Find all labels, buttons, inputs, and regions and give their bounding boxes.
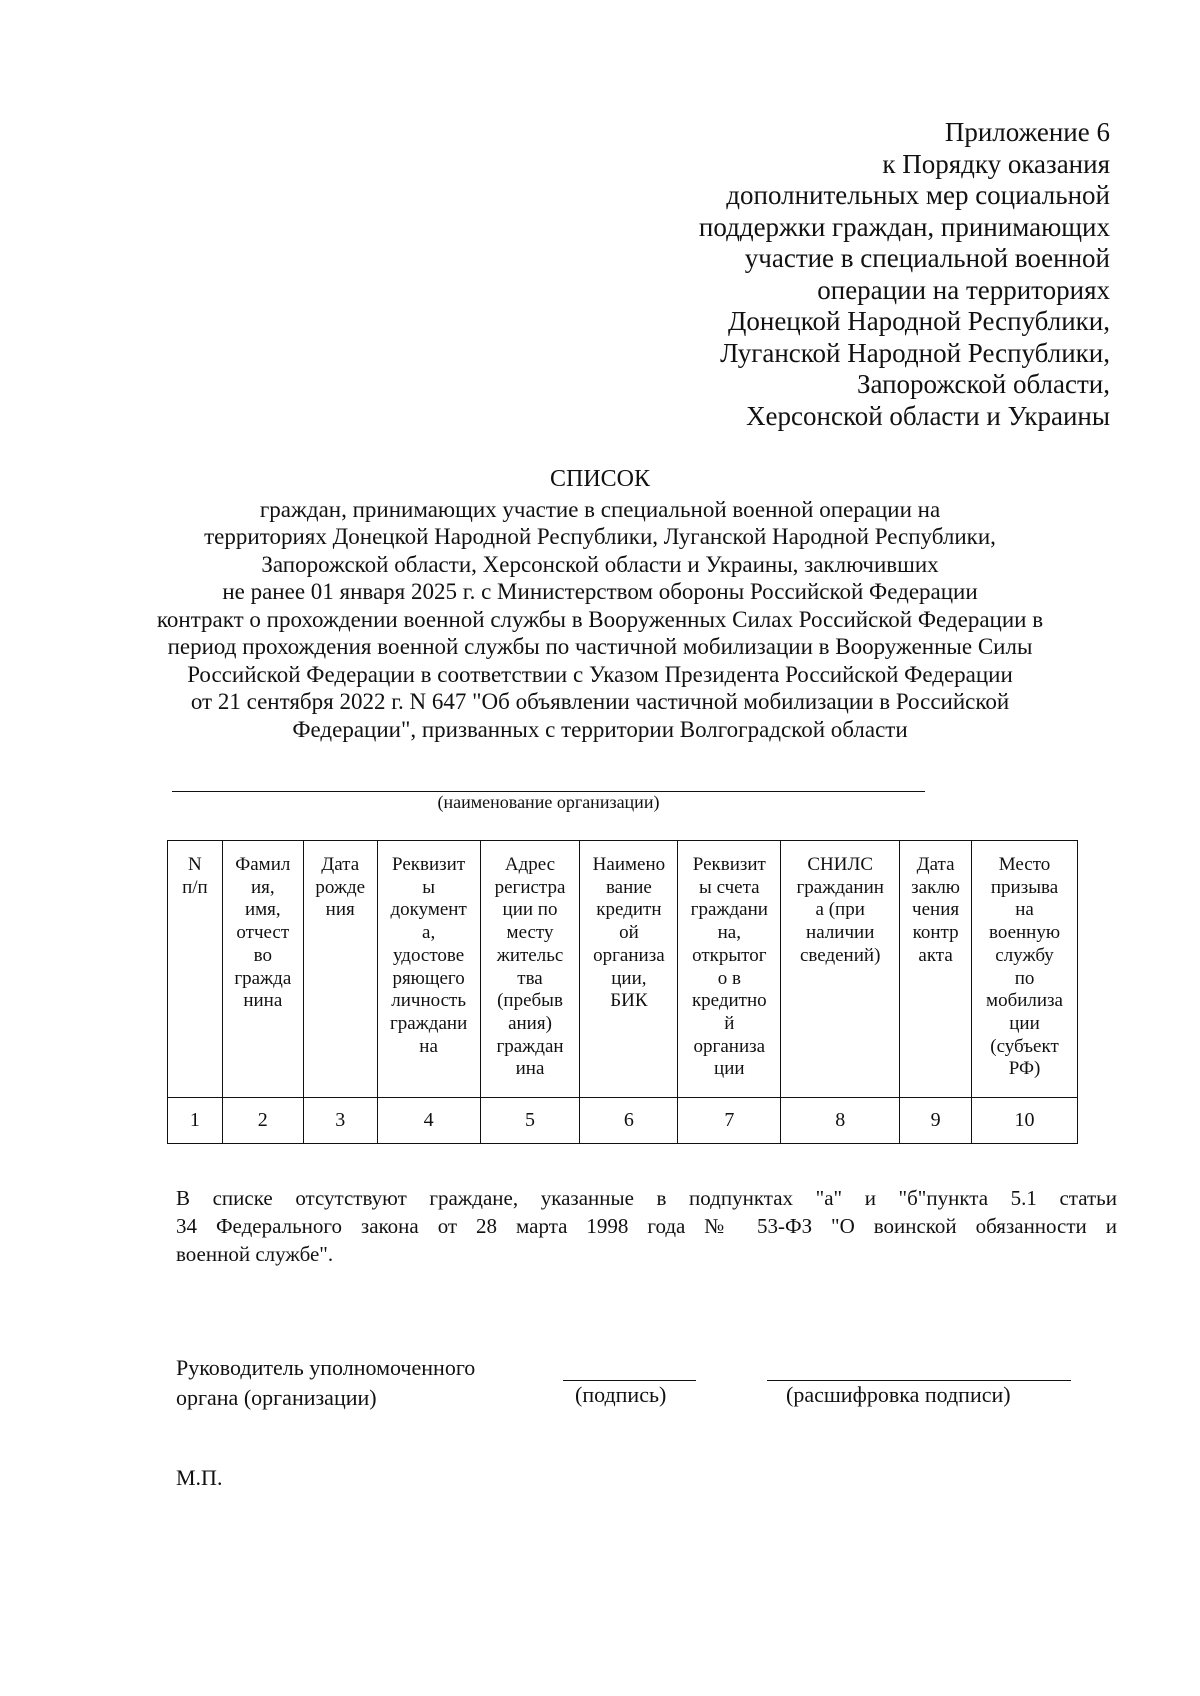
note-paragraph <box>176 1184 1117 1268</box>
appendix-line: к Порядку оказания <box>882 148 1110 179</box>
column-header-line: военную <box>989 922 1061 944</box>
column-header <box>781 841 900 1098</box>
column-header-line: кредитн <box>596 899 662 921</box>
column-header-line: жительс <box>496 944 564 966</box>
signature-line <box>563 1380 696 1381</box>
column-header-line: РФ) <box>1008 1058 1041 1080</box>
column-header <box>480 841 580 1098</box>
column-number-cell: 10 <box>972 1098 1078 1144</box>
column-header-line: ции, <box>611 967 647 989</box>
column-header-line: службу <box>995 944 1054 966</box>
column-header-line: рожде <box>315 876 366 898</box>
organization-caption: (наименование организации) <box>437 792 660 812</box>
column-header-line: гражда <box>234 967 292 989</box>
title-line: период прохождения военной службы по частичной мобилизации в Вооруженные Силы <box>167 634 1033 659</box>
column-header-line: отчест <box>236 922 290 944</box>
column-header-line: документ <box>390 899 467 921</box>
column-number-cell: 9 <box>900 1098 972 1144</box>
column-number-cell: 3 <box>303 1098 377 1144</box>
column-header-line: ряющего <box>392 967 465 989</box>
signatory-label-line: Руководитель уполномоченного <box>176 1355 476 1380</box>
column-header-line: (субъект <box>990 1035 1059 1057</box>
column-header-line: о в <box>717 967 741 989</box>
title-line: Федерации", призванных с территории Волгоградской области <box>292 716 908 742</box>
title-heading: СПИСОК <box>549 466 651 492</box>
column-header-line: месту <box>506 922 554 944</box>
column-header-line: Адрес <box>504 854 556 875</box>
title-line: Российской Федерации в соответствии с Указом Президента Российской Федерации <box>187 661 1013 687</box>
column-number-cell: 4 <box>377 1098 480 1144</box>
column-number-cell: 6 <box>580 1098 678 1144</box>
title-line: территориях Донецкой Народной Республики, Луганской Народной Республики, <box>204 524 996 549</box>
column-header-line: ой <box>619 922 639 944</box>
title-line: Запорожской области, Херсонской области и Украины, заключивших <box>261 551 939 577</box>
column-header-line: ия, <box>250 876 275 898</box>
title-line: от 21 сентября 2022 г. N 647 "Об объявлении частичной мобилизации в Российской <box>190 689 1010 714</box>
appendix-line: операции на территориях <box>817 274 1110 305</box>
decryption-caption: (расшифровка подписи) <box>786 1382 1011 1407</box>
signatory-label <box>176 1353 475 1413</box>
appendix-line: Донецкой Народной Республики, <box>727 306 1110 336</box>
column-header-line: на <box>419 1035 438 1057</box>
appendix-line: Луганской Народной Республики, <box>720 337 1110 368</box>
column-header-line: Реквизит <box>692 854 766 875</box>
signature-caption: (подпись) <box>575 1382 667 1407</box>
column-header-line: кредитно <box>691 990 767 1012</box>
appendix-line: дополнительных мер социальной <box>726 180 1110 210</box>
column-header-line: контр <box>912 922 959 944</box>
column-header-line: вание <box>605 876 652 898</box>
column-number-cell: 5 <box>480 1098 580 1144</box>
column-header <box>222 841 303 1098</box>
column-header-line: (пребыв <box>497 990 563 1012</box>
column-header-line: регистра <box>494 876 566 898</box>
column-header-line: N <box>188 854 202 875</box>
column-header-line: Дата <box>321 854 360 875</box>
column-header-line: ы счета <box>699 876 760 898</box>
note-line: военной службе". <box>176 1242 334 1266</box>
column-header <box>303 841 377 1098</box>
column-header-line: а, <box>422 922 436 944</box>
appendix-line: участие в специальной военной <box>744 243 1110 273</box>
column-number-cell: 7 <box>678 1098 781 1144</box>
column-header-line: мобилиза <box>986 990 1063 1012</box>
appendix-line: Запорожской области, <box>856 369 1110 399</box>
column-header <box>972 841 1078 1098</box>
column-header-line: на <box>1015 899 1034 921</box>
column-header-line: чения <box>912 899 960 921</box>
column-header-line: граждани <box>690 899 768 921</box>
column-header-line: ина <box>515 1058 545 1080</box>
column-header-line: Реквизит <box>392 854 466 875</box>
column-header-line: личность <box>391 990 466 1012</box>
column-header-line: акта <box>918 944 953 966</box>
signatory-label-line: органа (организации) <box>176 1385 377 1410</box>
column-header-line: ции по <box>502 899 558 921</box>
column-header-line: сведений) <box>799 944 881 966</box>
title-line: граждан, принимающих участие в специальной военной операции на <box>259 496 941 522</box>
column-header-line: СНИЛС <box>807 854 874 875</box>
column-header-line: ния <box>325 899 355 921</box>
column-header-line: ы <box>422 876 435 898</box>
column-header-line: открытог <box>692 944 767 966</box>
column-header-line: ания) <box>508 1012 552 1034</box>
stamp-mark: М.П. <box>176 1465 223 1490</box>
column-header-line: й <box>724 1012 735 1034</box>
appendix-header <box>550 117 1110 432</box>
column-header-line: Наимено <box>592 854 666 875</box>
column-header-line: граждан <box>496 1035 564 1057</box>
column-header-line: ции <box>1009 1012 1040 1034</box>
column-number-cell: 8 <box>781 1098 900 1144</box>
citizens-table <box>167 840 1078 1144</box>
column-header-line: на, <box>717 922 741 944</box>
column-header-line: удостове <box>392 944 465 966</box>
note-line: 34 Федерального закона от 28 марта 1998 года № 53-ФЗ "О воинской обязанности и <box>176 1214 1117 1238</box>
column-header-line: БИК <box>610 990 648 1012</box>
appendix-line: Приложение 6 <box>944 117 1110 147</box>
table-header-row <box>168 841 1078 1098</box>
column-header-line: п/п <box>182 876 208 898</box>
column-header-line: заклю <box>911 876 961 898</box>
column-header-line: Место <box>998 854 1051 875</box>
note-line: В списке отсутствуют граждане, указанные в подпунктах "а" и "б"пункта 5.1 статьи <box>176 1186 1117 1210</box>
column-header <box>377 841 480 1098</box>
column-header <box>168 841 223 1098</box>
table-row <box>168 1098 1078 1144</box>
column-header-line: Дата <box>916 854 955 875</box>
column-number-cell: 2 <box>222 1098 303 1144</box>
title-line: контракт о прохождении военной службы в Вооруженных Силах Российской Федерации в <box>156 606 1044 632</box>
column-header-line: по <box>1014 967 1035 989</box>
column-header-line: организа <box>693 1035 766 1057</box>
column-header <box>580 841 678 1098</box>
column-header-line: тва <box>517 967 543 989</box>
column-header-line: организа <box>593 944 665 966</box>
appendix-line: поддержки граждан, принимающих <box>698 211 1110 242</box>
title-line: не ранее 01 января 2025 г. с Министерством обороны Российской Федерации <box>222 579 978 604</box>
column-header-line: нина <box>243 990 283 1012</box>
column-header-line: гражданин <box>796 876 884 898</box>
column-header-line: Фамил <box>235 854 291 875</box>
column-header-line: наличии <box>806 922 875 944</box>
column-header-line: призыва <box>990 876 1059 898</box>
column-header-line: ции <box>714 1058 745 1080</box>
column-header-line: имя, <box>244 899 281 921</box>
document-title <box>150 466 1050 743</box>
column-header <box>900 841 972 1098</box>
column-number-cell: 1 <box>168 1098 223 1144</box>
column-header-line: во <box>253 944 272 966</box>
appendix-line: Херсонской области и Украины <box>746 400 1110 431</box>
column-header-line: а (при <box>815 899 865 921</box>
column-header-line: граждани <box>389 1012 468 1034</box>
decryption-line <box>767 1380 1071 1381</box>
column-header <box>678 841 781 1098</box>
